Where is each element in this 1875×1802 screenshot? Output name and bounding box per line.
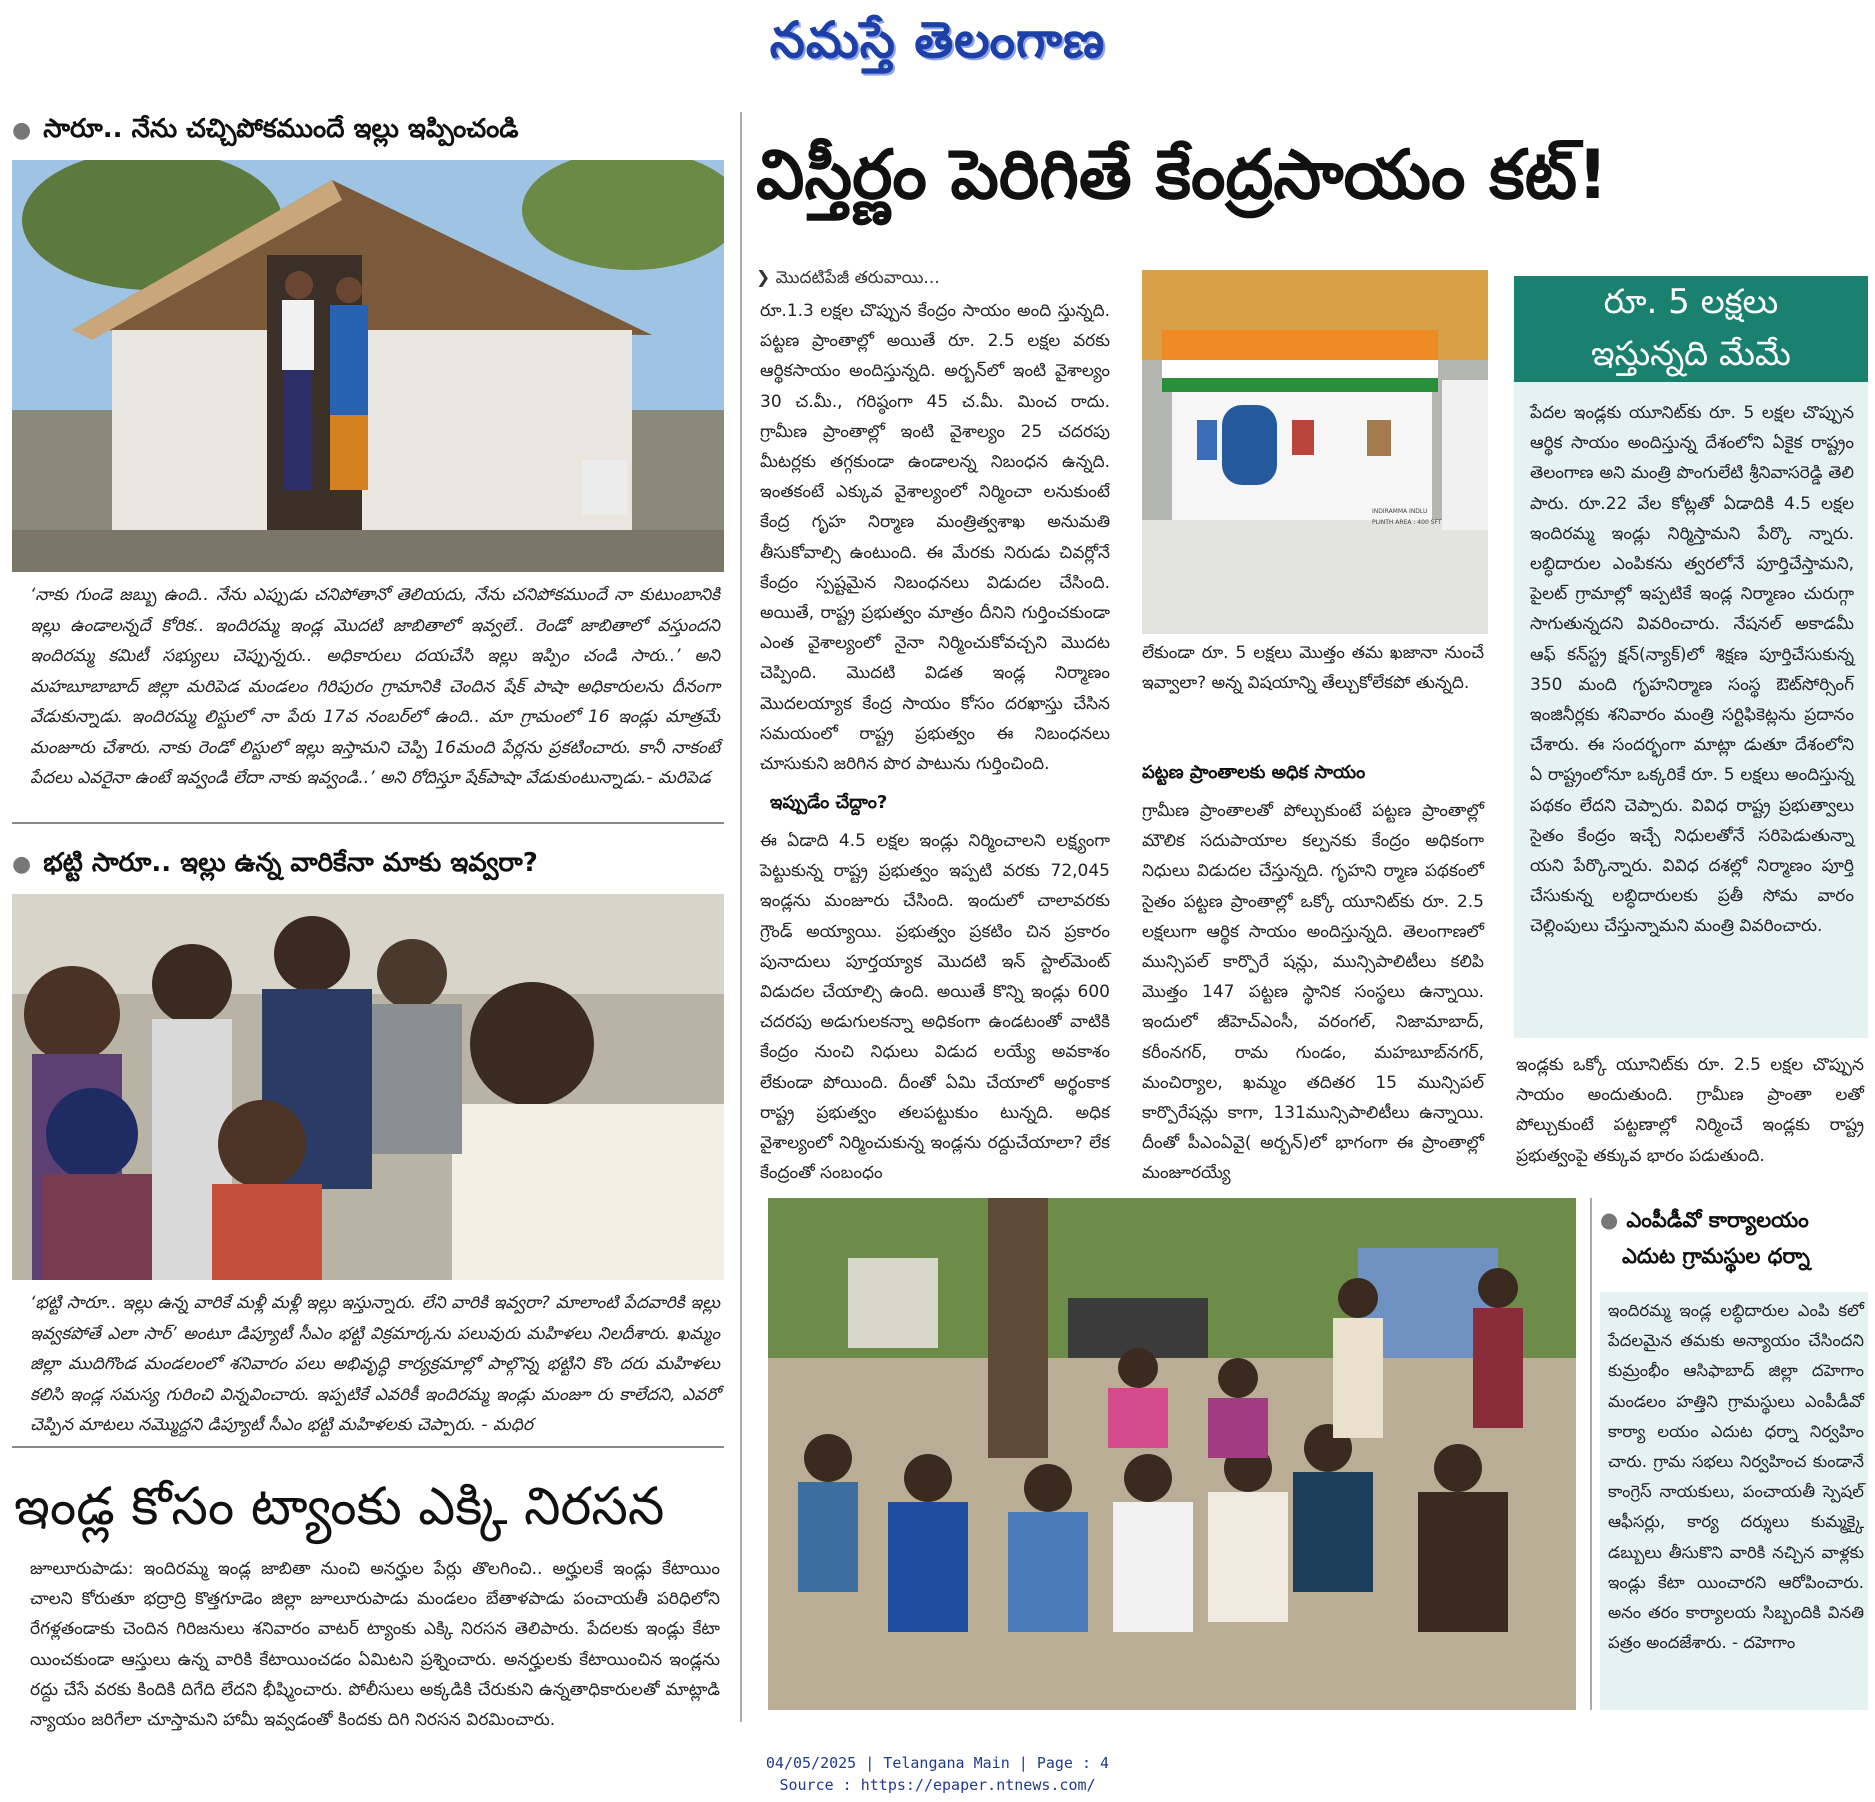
story4-headline-line2: ఎదుట గ్రామస్థుల ధర్నా [1622,1244,1810,1268]
model-label-1: INDIRAMMA INDLU [1372,508,1428,515]
villagers-protest-photo [768,1198,1576,1710]
main-subhead-2: పట్టణ ప్రాంతాలకు అధిక సాయం [1142,762,1366,783]
house-model-photo [1142,270,1488,634]
main-col2b: గ్రామీణ ప్రాంతాలతో పోల్చుకుంటే పట్టణ ప్రాంతాల్లో మౌలిక సదుపాయాల కల్పనకు కేంద్రం అధికంగా నిధులు విడుదల చేస్తున్నది. గృహని ర్మాణ పథకంలో సైతం పట్టణ ప్రాంతాల్లో ఒక్కో యూనిట్‌కు రూ. 2.5 లక్షలుగా ఆర్థిక సాయం అందిస్తున్నది. తెలంగాణలో మున్సిపల్ కార్పొరే షన్లు, మున్సిపాలిటీలు కలిపి మొత్తం 147 పట్టణ స్థానిక సంస్థలు ఉన్నాయి. ఇందులో జీహెచ్‌ఎంసీ, వరంగల్, నిజామాబాద్, కరీంనగర్, రామ గుండం, మహబూబ్‌నగర్, మంచిర్యాల, ఖమ్మం తదితర 15 మున్సిపల్ కార్పొరేషన్లు కాగా, 131మున్సిపాలిటీలు ఉన్నాయి. దీంతో పీఎంఏవై( అర్బన్)లో భాగంగా ఈ ప్రాంతాల్లో మంజూరయ్యే [1142,801,1484,1184]
house-photo [12,160,724,572]
divider [12,1446,724,1448]
footer [0,1752,1875,1796]
main-headline: విస్తీర్ణం పెరిగితే కేంద్రసాయం కట్! [756,136,1609,215]
story2-kicker [12,846,732,882]
column-divider [740,112,742,1722]
sidebar-headline-line1: రూ. 5 లక్షలు [1603,282,1779,322]
main-col1: రూ.1.3 లక్షల చొప్పున కేంద్రం సాయం అంది స్తున్నది. పట్టణ ప్రాంతాల్లో అయితే రూ. 2.5 లక్షల వరకు ఆర్థికసాయం అందిస్తున్నది. అర్బన్‌లో ఇంటి వైశాల్యం 30 చ.మీ., గరిష్ఠంగా 45 చ.మీ. మించ రాదు. గ్రామీణ ప్రాంతాల్లో ఇంటి వైశాల్యం 25 చదరపు మీటర్లకు తగ్గకుండా ఉండాలన్న నిబంధన ఉన్నది. ఇంతకంటే ఎక్కువ వైశాల్యంలో నిర్మించా లనుకుంటే కేంద్ర గృహ నిర్మాణ మంత్రిత్వశాఖ అనుమతి తీసుకోవాల్సి ఉంటుంది. ఈ మేరకు నిరుడు చివర్లోనే కేంద్రం స్పష్టమైన నిబంధనలు విడుదల చేసింది. అయితే, రాష్ట్ర ప్రభుత్వం మాత్రం దీనిని గుర్తించకుండా ఎంత వైశాల్యంలో నైనా నిర్మించుకోవచ్చని మొదట చెప్పింది. మొదటి విడత ఇండ్ల నిర్మాణం మొదలయ్యాక కేంద్ర సాయం కోసం దరఖాస్తు చేసిన సమయంలో రాష్ట్ర ప్రభుత్వం ఈ నిబంధనలు చూసుకుని జరిగిన పొర పాటును గుర్తించింది. [760,301,1110,775]
continued-label: మొదటిపేజీ తరువాయి... [775,268,940,288]
footer-date-line: 04/05/2025 | Telangana Main | Page : 4 [765,1754,1110,1772]
bullet-icon: ● [12,118,32,143]
main-col2a: లేకుండా రూ. 5 లక్షలు మొత్తం తమ ఖజానా నుంచే ఇవ్వాలా? అన్న విషయాన్ని తేల్చుకోలేకపో తున్నది. [1142,643,1484,694]
story2-kicker-text: భట్టి సారూ.. ఇల్లు ఉన్న వారికేనా మాకు ఇవ్వరా? [43,848,538,878]
bullet-icon: ● [1600,1208,1619,1232]
story3-headline: ఇండ్ల కోసం ట్యాంకు ఎక్కి నిరసన [14,1477,665,1537]
story4-headline-line1: ఎంపీడీవో కార్యాలయం [1626,1208,1809,1232]
story4-headline [1600,1202,1870,1274]
story2-caption: ‘భట్టి సారూ.. ఇల్లు ఉన్న వారికే మళ్లీ మళ్లీ ఇల్లు ఇస్తున్నారు. లేని వారికి ఇవ్వరా? మాలాంటి పేదవారికి ఇల్లు ఇవ్వకపోతే ఎలా సార్’ అంటూ డిప్యూటీ సీఎం భట్టి విక్రమార్కను పలువురు మహిళలు నిలదీశారు. ఖమ్మం జిల్లా ముదిగొండ మండలంలో శనివారం పలు అభివృద్ధి కార్యక్రమాల్లో పాల్గొన్న భట్టిని కొం దరు మహిళలు కలిసి ఇండ్ల సమస్య గురించి విన్నవించారు. ఇప్పటికే ఎవరికీ ఇందిరమ్మ ఇండ్లు మంజూ రు కాలేదని, ఎవరో చెప్పిన మాటలు నమ్మొద్దని డిప్యూటీ సీఎం భట్టి మహిళలకు చెప్పారు. - మధిర [30,1293,720,1435]
sidebar-body: పేదల ఇండ్లకు యూనిట్‌కు రూ. 5 లక్షల చొప్పున ఆర్థిక సాయం అందిస్తున్న దేశంలోని ఏకైక రాష్ట్రం తెలంగాణ అని మంత్రి పొంగులేటి శ్రీనివాసరెడ్డి తెలి పారు. రూ.22 వేల కోట్లతో ఏడాదికి 4.5 లక్షల ఇందిరమ్మ ఇండ్లు నిర్మిస్తామని పేర్కొ న్నారు. లబ్ధిదారుల ఎంపికను త్వరలోనే పూర్తిచేస్తామని, పైలట్ గ్రామాల్లో ఇప్పటికే ఇండ్ల నిర్మాణం చురుగ్గా సాగుతున్నదని వివరించారు. నేషనల్ అకాడమీ ఆఫ్ కన్‌స్ట్ర క్షన్(న్యాక్)లో శిక్షణ పూర్తిచేసుకున్న 350 మంది గృహనిర్మాణ సంస్థ ఔట్‌సోర్సింగ్ ఇంజినీర్లకు శనివారం మంత్రి సర్టిఫికెట్లను ప్రదానం చేశారు. ఈ సందర్భంగా మాట్లా డుతూ దేశంలోని ఏ రాష్ట్రంలోనూ ఒక్కరికే రూ. 5 లక్షలు అందిస్తున్న పథకం లేదని చెప్పారు. వివిధ రాష్ట్ర ప్రభుత్వాలు సైతం కేంద్రం ఇచ్చే నిధులతోనే సరిపెడుతున్నా యని పేర్కొన్నారు. వివిధ దశల్లో నిర్మాణం పూర్తి చేసుకున్న లబ్ధిదారులకు ప్రతీ సోమ వారం చెల్లింపులు చేస్తున్నామని మంత్రి వివరించారు. [1530,403,1854,937]
column-divider [1590,1198,1592,1710]
sidebar-headline-line2: ఇస్తున్నది మేమే [1591,334,1791,374]
story1-caption: ‘నాకు గుండె జబ్బు ఉంది.. నేను ఎప్పుడు చనిపోతానో తెలియదు, నేను చనిపోకముందే నా కుటుంబానికి ఇల్లు ఉండాలన్నదే కోరిక.. ఇందిరమ్మ ఇండ్ల మొదటి జాబితాలో ఇవ్వలే.. రెండో జాబితాలో వస్తుందని ఇందిరమ్మ కమిటీ సభ్యులు చెప్పున్నరు.. అధికారులు దయచేసి ఇల్లు ఇప్పిం చండి సారు..’ అని మహబూబాబాద్ జిల్లా మరిపెడ మండలం గిరిపురం గ్రామానికి చెందిన షేక్ పాషా అధికారులను దీనంగా వేడుకున్నాడు. ఇందిరమ్మ లిస్టులో నా పేరు 17వ నంబర్‌లో ఉంది.. మా గ్రామంలో 16 ఇండ్లు మాత్రమే మంజూరు చేశారు. నాకు రెండో లిస్టులో ఇల్లు ఇస్తామని చెప్పి 16మంది పేర్లను ప్రకటించారు. కానీ నాకంటే పేదలు ఎవరైనా ఉంటే ఇవ్వండి లేదా నాకు ఇవ్వండి..’ అని రోదిస్తూ షేక్‌పాషా వేడుకుంటున్నాడు.- మరిపెడ [30,585,720,788]
footer-source-line: Source : https://epaper.ntnews.com/ [779,1776,1096,1794]
model-label-2: PLINTH AREA : 400 SFT [1372,519,1442,526]
crowd-photo [12,894,724,1280]
story3-body: జూలూరుపాడు: ఇందిరమ్మ ఇండ్ల జాబితా నుంచి అనర్హుల పేర్లు తొలగించి.. అర్హులకే ఇండ్లు కేటాయిం చాలని కోరుతూ భద్రాద్రి కొత్తగూడెం జిల్లా జూలూరుపాడు మండలం బేతాళపాడు పంచాయతీ పరిధిలోని రేగళ్లతండాకు చెందిన గిరిజనులు శనివారం వాటర్ ట్యాంకు ఎక్కి నిరసన తెలిపారు. పేదలకు ఇండ్లు కేటా యించకుండా ఆస్తులు ఉన్న వారికి కేటాయించడం ఏమిటని ప్రశ్నించారు. అనర్హులకు కేటాయించిన ఇండ్లను రద్దు చేసే వరకు కిందికి దిగేది లేదని భీష్మించారు. పోలీసులు అక్కడికి చేరుకుని ఉన్నతాధికారులతో మాట్లాడి న్యాయం జరిగేలా చూస్తామని హామీ ఇవ్వడంతో కిందకు దిగి నిరసన విరమించారు. [30,1559,720,1731]
chevron-right-icon: ❯ [756,268,771,288]
divider [12,822,724,824]
masthead: నమస్తే తెలంగాణ [769,10,1106,69]
bullet-icon: ● [12,852,32,877]
continued-from [756,268,1096,292]
sidebar-headline [1514,276,1868,382]
story1-kicker-text: సారూ.. నేను చచ్చిపోకముందే ఇల్లు ఇప్పించండి [43,114,519,144]
main-col1b: ఈ ఏడాది 4.5 లక్షల ఇండ్లు నిర్మించాలని లక్ష్యంగా పెట్టుకున్న రాష్ట్ర ప్రభుత్వం ఇప్పటి వరకు 72,045 ఇండ్లను మంజూరు చేసింది. ఇందులో చాలావరకు గ్రౌండ్ అయ్యాయి. ప్రభుత్వం ప్రకటిం చిన ప్రకారం పునాదులు పూర్తయ్యాక మొదటి ఇన్ స్టాల్‌మెంట్ విడుదల చేయాల్సి ఉంది. అయితే కొన్ని ఇండ్లు 600 చదరపు అడుగులకన్నా అధికంగా ఉండటంతో వాటికి కేంద్రం నుంచి నిధులు విడుద లయ్యే అవకాశం లేకుండా పోయింది. దీంతో ఏమి చేయాలో అర్థంకాక రాష్ట్ర ప్రభుత్వం తలపట్టుకుం టున్నది. అధిక వైశాల్యంలో నిర్మించుకున్న ఇండ్లను రద్దుచేయాలా? లేక కేంద్రంతో సంబంధం [760,831,1110,1184]
story4-body: ఇందిరమ్మ ఇండ్ల లబ్ధిదారుల ఎంపి కలో పేదలమైన తమకు అన్యాయం చేసిందని కుమ్రంభీం ఆసిఫాబాద్ జిల్లా దహెగాం మండలం హత్తిని గ్రామస్థులు ఎంపీడీవో కార్యా లయం ఎదుట ధర్నా నిర్వహిం చారు. గ్రామ సభలు నిర్వహించ కుండానే కాంగ్రెస్ నాయకులు, పంచాయతీ స్పెషల్ ఆఫీసర్లు, కార్య దర్శులు కుమ్మక్కై డబ్బులు తీసుకొని వారికి నచ్చిన వాళ్లకు ఇండ్లు కేటా యించారని ఆరోపించారు. అనం తరం కార్యాలయ సిబ్బందికి వినతి పత్రం అందజేశారు. - దహెగాం [1608,1301,1864,1653]
main-col3-tail: ఇండ్లకు ఒక్కో యూనిట్‌కు రూ. 2.5 లక్షల చొప్పున సాయం అందుతుంది. గ్రామీణ ప్రాంతా లతో పోల్చుకుంటే పట్టణాల్లో నిర్మించే ఇండ్లకు రాష్ట్ర ప్రభుత్వంపై తక్కువ భారం పడుతుంది. [1516,1055,1864,1166]
story1-kicker [12,112,732,148]
main-subhead-1: ఇప్పుడేం చేద్దాం? [770,792,888,813]
